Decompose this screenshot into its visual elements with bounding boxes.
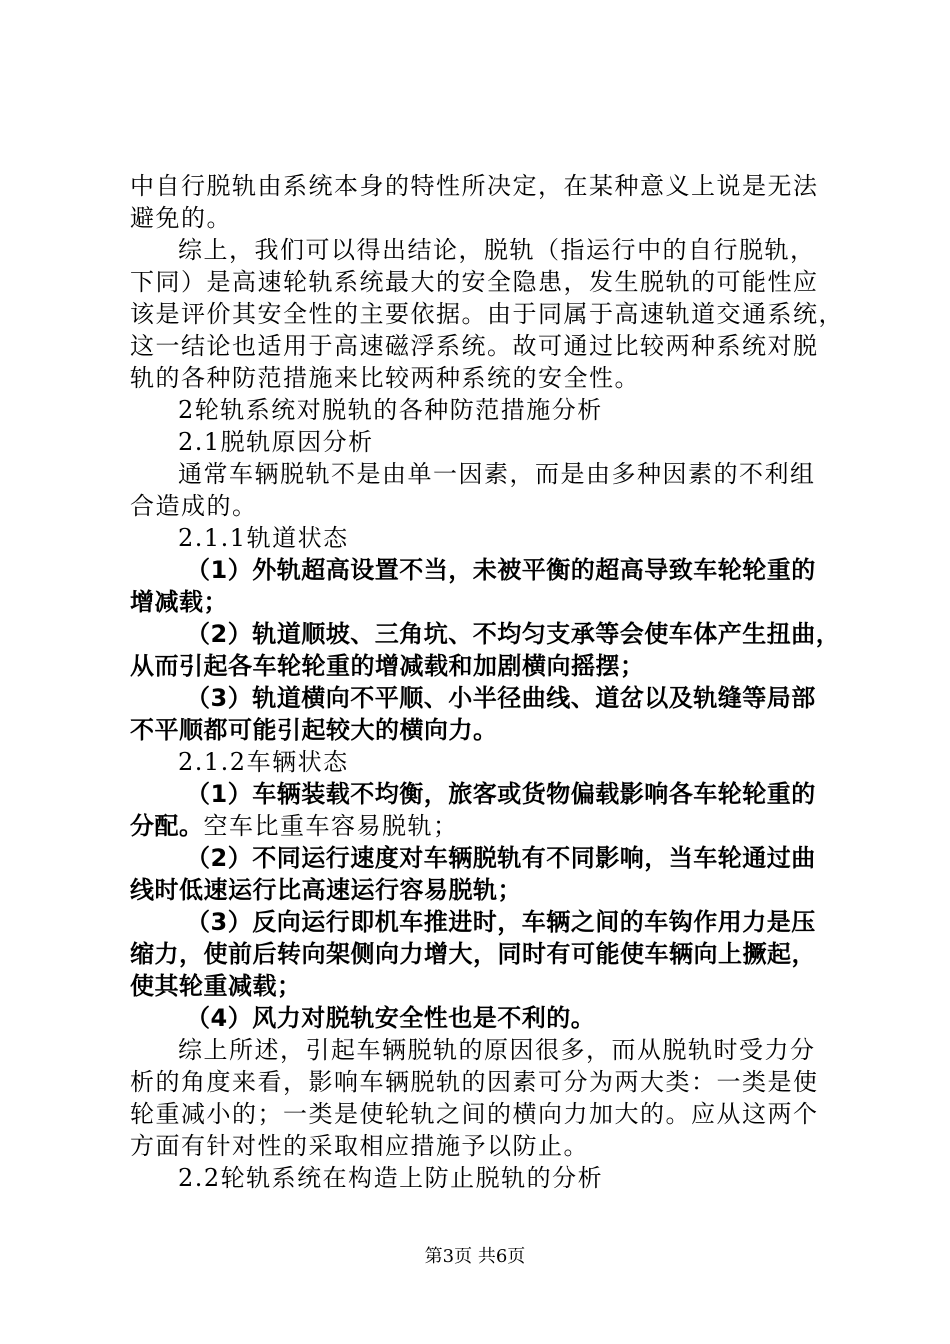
- text-line: 从而引起各车轮轮重的增减载和加剧横向摇摆；: [130, 652, 645, 680]
- text-line: 该是评价其安全性的主要依据。由于同属于高速轨道交通系统，: [130, 300, 844, 328]
- text-line: 2.2轮轨系统在构造上防止脱轨的分析: [178, 1164, 604, 1192]
- text-line: 轮重减小的；一类是使轮轨之间的横向力加大的。应从这两个: [130, 1100, 819, 1128]
- text-run-bold: 分配。: [130, 812, 204, 840]
- text-line: 析的角度来看，影响车辆脱轨的因素可分为两大类：一类是使: [130, 1068, 819, 1096]
- text-line: 综上所述，引起车辆脱轨的原因很多，而从脱轨时受力分: [178, 1036, 816, 1064]
- text-line: （2）不同运行速度对车辆脱轨有不同影响，当车轮通过曲: [186, 844, 816, 872]
- text-line: 这一结论也适用于高速磁浮系统。故可通过比较两种系统对脱: [130, 332, 819, 360]
- text-line: （1）车辆装载不均衡，旅客或货物偏载影响各车轮轮重的: [186, 780, 816, 808]
- text-line: 通常车辆脱轨不是由单一因素，而是由多种因素的不利组: [178, 460, 816, 488]
- text-line: 不平顺都可能引起较大的横向力。: [130, 716, 498, 744]
- text-line: 缩力，使前后转向架侧向力增大，同时有可能使车辆向上撅起，: [130, 940, 816, 968]
- text-line: 使其轮重减载；: [130, 972, 302, 1000]
- text-line: 下同）是高速轮轨系统最大的安全隐患，发生脱轨的可能性应: [130, 268, 819, 296]
- text-line: [130, 810, 835, 842]
- text-line: （2）轨道顺坡、三角坑、不均匀支承等会使车体产生扭曲，: [186, 620, 841, 648]
- text-line: 2.1.1轨道状态: [178, 524, 349, 552]
- text-line: 合造成的。: [130, 492, 258, 520]
- text-line: 轨的各种防范措施来比较两种系统的安全性。: [130, 364, 640, 392]
- text-line: 中自行脱轨由系统本身的特性所决定，在某种意义上说是无法: [130, 172, 819, 200]
- page-footer: 第3页 共6页: [424, 1246, 526, 1267]
- text-line: （3）轨道横向不平顺、小半径曲线、道岔以及轨缝等局部: [186, 684, 816, 712]
- text-line: （4）风力对脱轨安全性也是不利的。: [186, 1004, 596, 1032]
- text-line: 2.1脱轨原因分析: [178, 428, 374, 456]
- text-line: （1）外轨超高设置不当，未被平衡的超高导致车轮轮重的: [186, 556, 816, 584]
- document-body: [130, 170, 844, 1194]
- text-line: 线时低速运行比高速运行容易脱轨；: [130, 876, 522, 904]
- text-line: 综上，我们可以得出结论，脱轨（指运行中的自行脱轨，: [178, 236, 816, 264]
- text-line: 增减载；: [130, 588, 228, 616]
- text-line: （3）反向运行即机车推进时，车辆之间的车钩作用力是压: [186, 908, 816, 936]
- text-line: 方面有针对性的采取相应措施予以防止。: [130, 1132, 589, 1160]
- text-line: 避免的。: [130, 204, 232, 232]
- text-line: 2轮轨系统对脱轨的各种防范措施分析: [178, 396, 603, 424]
- text-line: 2.1.2车辆状态: [178, 748, 349, 776]
- text-run-plain: 空车比重车容易脱轨；: [203, 812, 459, 840]
